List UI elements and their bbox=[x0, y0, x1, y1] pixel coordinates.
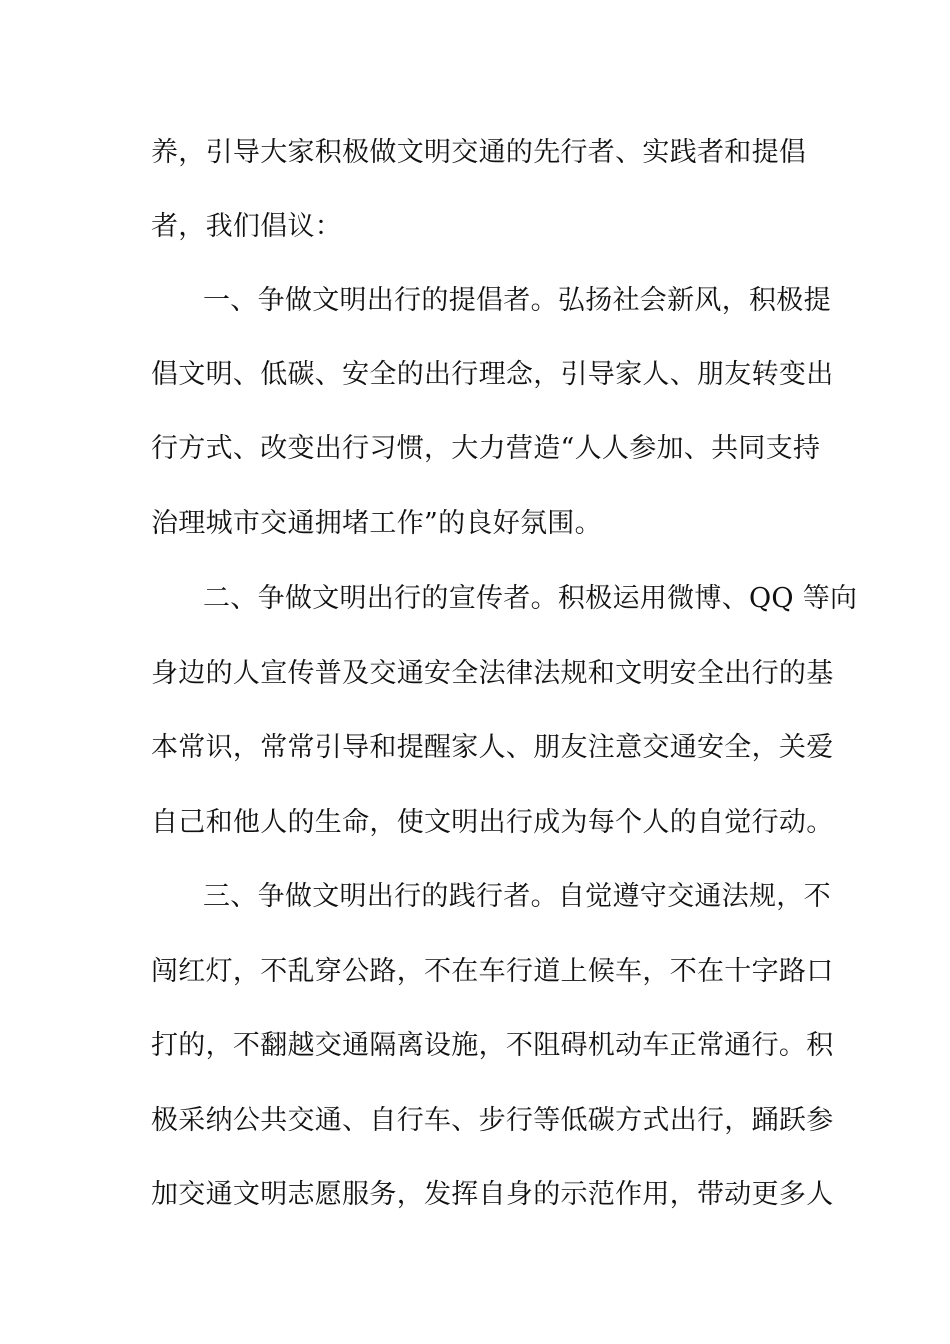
text-line: 极采纳公共交通、自行车、步行等低碳方式出行，踊跃参 bbox=[151, 1105, 834, 1136]
text-line: 治理城市交通拥堵工作”的良好氛围。 bbox=[151, 508, 602, 539]
paragraph-first-line: 三、争做文明出行的践行者。自觉遵守交通法规，不 bbox=[203, 881, 831, 912]
text-line: 打的，不翻越交通隔离设施，不阻碍机动车正常通行。积 bbox=[151, 1030, 834, 1061]
paragraph-first-line: 一、争做文明出行的提倡者。弘扬社会新风，积极提 bbox=[203, 285, 831, 316]
text-line: 养，引导大家积极做文明交通的先行者、实践者和提倡 bbox=[151, 137, 807, 168]
text-line: 自己和他人的生命，使文明出行成为每个人的自觉行动。 bbox=[151, 807, 834, 838]
text-line: 身边的人宣传普及交通安全法律法规和文明安全出行的基 bbox=[151, 658, 834, 689]
text-line: 加交通文明志愿服务，发挥自身的示范作用，带动更多人 bbox=[151, 1179, 834, 1210]
text-line: 者，我们倡议： bbox=[151, 211, 343, 242]
text-line: 倡文明、低碳、安全的出行理念，引导家人、朋友转变出 bbox=[151, 359, 834, 390]
text-line: 本常识，常常引导和提醒家人、朋友注意交通安全，关爱 bbox=[151, 732, 834, 763]
text-line: 行方式、改变出行习惯，大力营造“人人参加、共同支持 bbox=[151, 433, 821, 464]
text-line: 闯红灯，不乱穿公路，不在车行道上候车，不在十字路口 bbox=[151, 956, 834, 987]
paragraph-first-line: 二、争做文明出行的宣传者。积极运用微博、QQ 等向 bbox=[203, 583, 858, 614]
